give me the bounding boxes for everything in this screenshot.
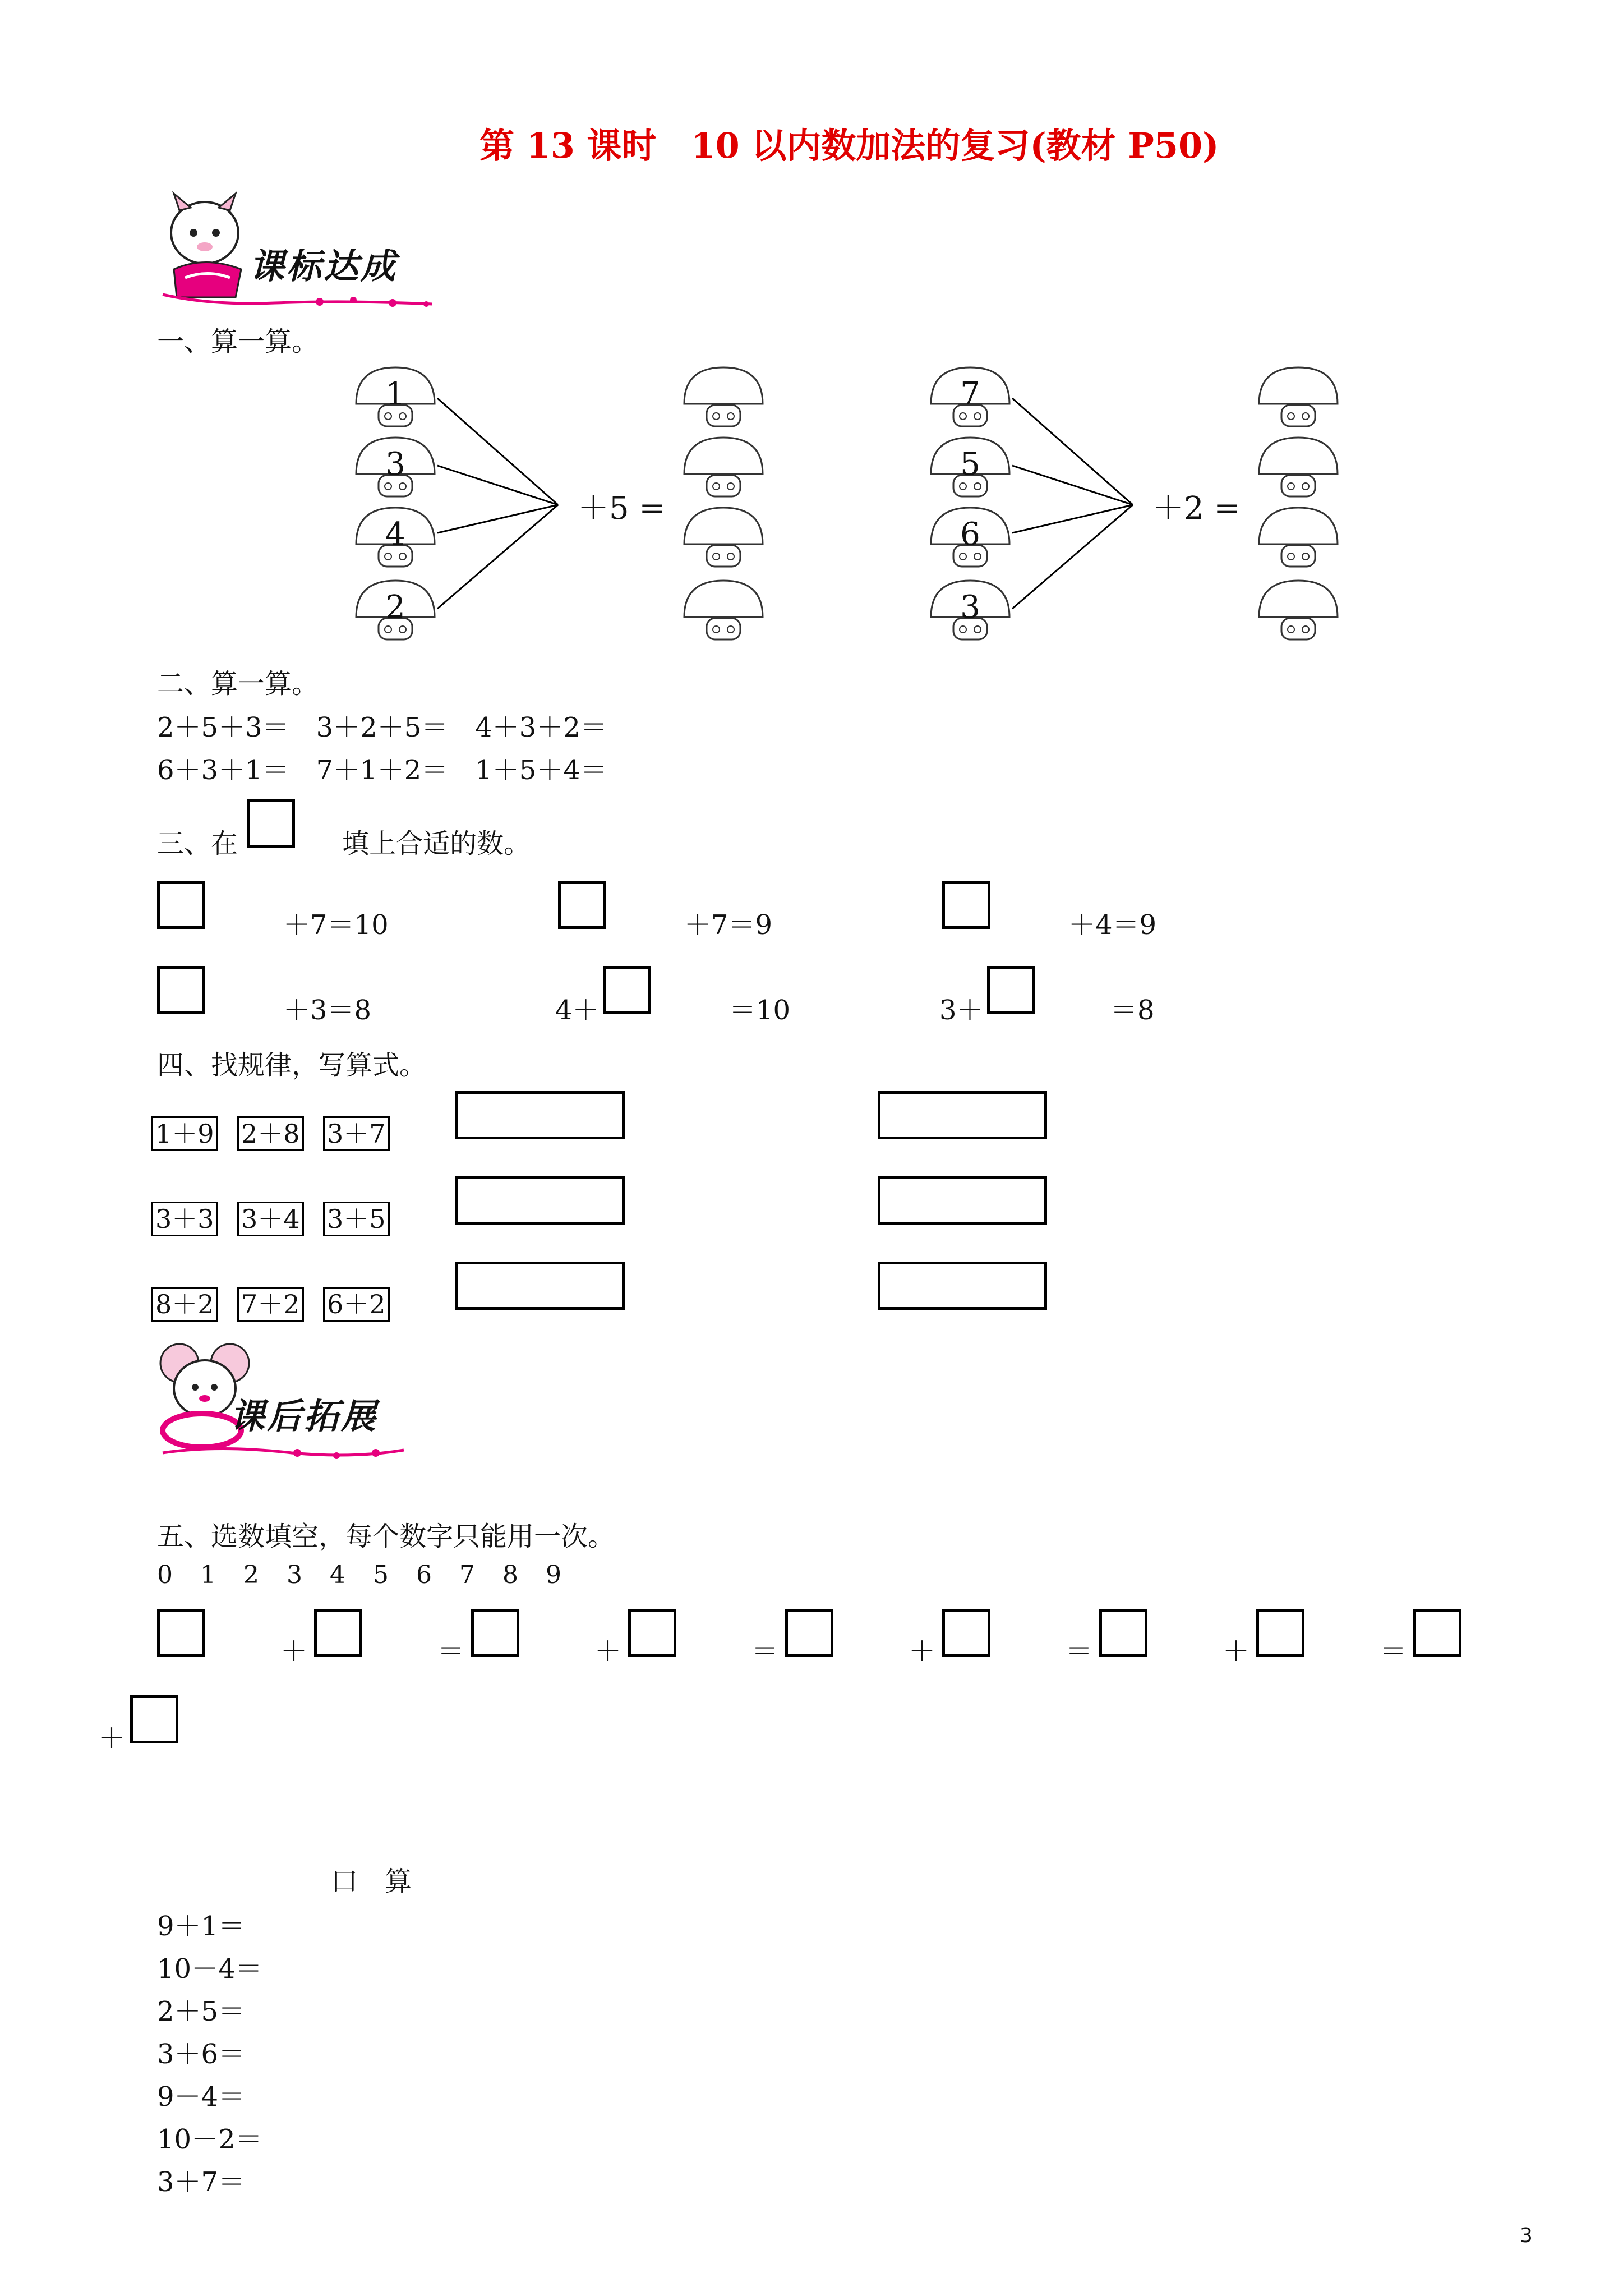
mushroom-icon <box>1256 505 1340 572</box>
answer-rect[interactable] <box>878 1262 1047 1310</box>
oral-item: 9－4＝ <box>157 2081 246 2113</box>
section5-heading: 五、选数填空，每个数字只能用一次。 <box>157 1521 615 1552</box>
badge-extension <box>151 1338 415 1467</box>
mushroom <box>353 365 437 432</box>
answer-rect[interactable] <box>878 1091 1047 1139</box>
equation-suffix: ＝8 <box>1110 995 1155 1026</box>
equation: ＋7＝10 <box>283 909 389 941</box>
page-number: 3 <box>1520 2224 1533 2247</box>
answer-mushroom[interactable] <box>681 365 766 432</box>
oral-item: 10－4＝ <box>157 1953 262 1985</box>
answer-box[interactable] <box>1256 1609 1304 1657</box>
mushroom-icon <box>1256 365 1340 432</box>
answer-mushroom[interactable] <box>681 505 766 572</box>
answer-box[interactable] <box>1413 1609 1461 1657</box>
mushroom <box>928 505 1012 572</box>
pattern-card: 3＋5 <box>323 1202 390 1236</box>
mushroom <box>928 435 1012 502</box>
pattern-card: 3＋4 <box>237 1202 304 1236</box>
answer-mushroom[interactable] <box>1256 578 1340 645</box>
section4-heading: 四、找规律，写算式。 <box>157 1050 427 1081</box>
answer-mushroom[interactable] <box>1256 505 1340 572</box>
pattern-card: 8＋2 <box>151 1287 218 1322</box>
section3-heading-post: 填上合适的数。 <box>342 828 531 859</box>
badge-extension-label: 课后拓展 <box>230 1396 379 1437</box>
section2-heading: 二、算一算。 <box>157 668 319 700</box>
pattern-card: 2＋8 <box>237 1116 304 1151</box>
mushroom-icon <box>1256 435 1340 502</box>
oral-heading: 口 算 <box>331 1866 412 1897</box>
answer-box[interactable] <box>157 881 205 929</box>
oral-item: 2＋5＝ <box>157 1996 246 2027</box>
answer-box[interactable] <box>314 1609 362 1657</box>
equals-sign: ＝ <box>751 1636 779 1667</box>
page-title: 第 13 课时 10 以内数加法的复习(教材 P50) <box>479 125 1219 166</box>
oral-item: 10－2＝ <box>157 2124 262 2155</box>
answer-rect[interactable] <box>455 1262 625 1310</box>
mushroom-number: 4 <box>385 516 405 553</box>
equation: ＋7＝9 <box>684 909 773 941</box>
pattern-card: 7＋2 <box>237 1287 304 1322</box>
digit: 3 <box>287 1561 302 1589</box>
mushroom-icon <box>681 505 766 572</box>
pattern-card: 3＋7 <box>323 1116 390 1151</box>
mushroom <box>353 435 437 502</box>
mushroom-icon <box>681 365 766 432</box>
mushroom-number: 3 <box>960 589 980 625</box>
answer-mushroom[interactable] <box>681 435 766 502</box>
answer-mushroom[interactable] <box>1256 365 1340 432</box>
answer-box[interactable] <box>942 1609 990 1657</box>
answer-box[interactable] <box>603 966 651 1014</box>
digit: 2 <box>243 1561 259 1589</box>
section2-row1: 2＋5＋3＝ 3＋2＋5＝ 4＋3＋2＝ <box>157 712 607 743</box>
pattern-card: 1＋9 <box>151 1116 218 1151</box>
mushroom-number: 2 <box>385 589 405 625</box>
plus-sign: ＋ <box>98 1723 126 1754</box>
answer-mushroom[interactable] <box>1256 435 1340 502</box>
mushroom <box>353 578 437 645</box>
answer-rect[interactable] <box>455 1091 625 1139</box>
answer-rect[interactable] <box>878 1176 1047 1225</box>
mushroom <box>928 578 1012 645</box>
equals-sign: ＝ <box>1066 1636 1093 1667</box>
pattern-card: 6＋2 <box>323 1287 390 1322</box>
answer-mushroom[interactable] <box>681 578 766 645</box>
mushroom-icon <box>681 435 766 502</box>
equals-sign: ＝ <box>1380 1636 1407 1667</box>
oral-item: 3＋6＝ <box>157 2039 246 2070</box>
plus-sign: ＋ <box>594 1636 622 1667</box>
answer-box[interactable] <box>558 881 606 929</box>
digit: 7 <box>459 1561 475 1589</box>
badge-goal-label: 课标达成 <box>250 246 398 287</box>
answer-box[interactable] <box>987 966 1035 1014</box>
mushroom-number: 1 <box>385 376 405 412</box>
plus-sign: ＋ <box>1223 1636 1250 1667</box>
mushroom <box>353 505 437 572</box>
digit: 0 <box>157 1561 173 1589</box>
equation-suffix: ＝10 <box>729 995 791 1026</box>
answer-box[interactable] <box>1099 1609 1147 1657</box>
digit: 5 <box>373 1561 389 1589</box>
mushroom-icon <box>1256 578 1340 645</box>
answer-rect[interactable] <box>455 1176 625 1225</box>
answer-box[interactable] <box>471 1609 519 1657</box>
mushroom-number: 5 <box>960 446 980 482</box>
example-box <box>247 799 295 848</box>
answer-box[interactable] <box>157 966 205 1014</box>
mushroom-lines <box>0 0 1623 673</box>
mushroom-number: 3 <box>385 446 405 482</box>
digit: 4 <box>330 1561 345 1589</box>
section2-row2: 6＋3＋1＝ 7＋1＋2＝ 1＋5＋4＝ <box>157 754 607 786</box>
equation-prefix: 3＋ <box>939 995 984 1026</box>
oral-item: 9＋1＝ <box>157 1911 246 1942</box>
mushroom-number: 7 <box>960 376 980 412</box>
section3-heading-pre: 三、在 <box>157 828 238 859</box>
equation: ＋4＝9 <box>1068 909 1157 941</box>
digit: 1 <box>200 1561 216 1589</box>
op-plus-2: ＋2 = <box>1152 490 1241 527</box>
equation-prefix: 4＋ <box>555 995 600 1026</box>
digit-list <box>157 1561 589 1589</box>
op-plus-5: ＋5 = <box>578 490 666 527</box>
digit: 9 <box>546 1561 561 1589</box>
answer-box[interactable] <box>628 1609 676 1657</box>
mushroom-number: 6 <box>960 516 980 553</box>
digit: 8 <box>502 1561 518 1589</box>
answer-box[interactable] <box>130 1695 178 1743</box>
pattern-card: 3＋3 <box>151 1202 218 1236</box>
mushroom <box>928 365 1012 432</box>
digit: 6 <box>416 1561 432 1589</box>
mushroom-icon <box>681 578 766 645</box>
equals-sign: ＝ <box>437 1636 465 1667</box>
answer-box[interactable] <box>942 881 990 929</box>
answer-box[interactable] <box>785 1609 833 1657</box>
answer-box[interactable] <box>157 1609 205 1657</box>
oral-item: 3＋7＝ <box>157 2166 246 2198</box>
plus-sign: ＋ <box>909 1636 936 1667</box>
plus-sign: ＋ <box>280 1636 308 1667</box>
section1-heading: 一、算一算。 <box>157 326 319 357</box>
equation: ＋3＝8 <box>283 995 372 1026</box>
